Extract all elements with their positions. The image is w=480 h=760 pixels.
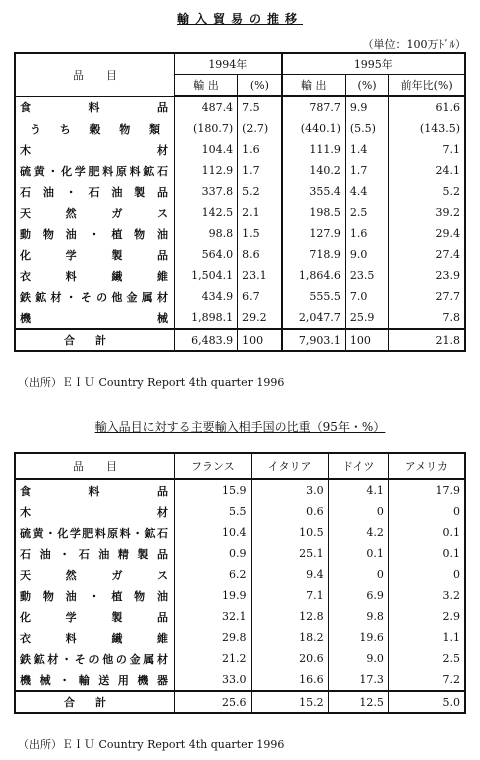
cell: 0.6 [251,501,328,522]
table-row [15,479,465,501]
row-label: 鉄鉱材・その他金属材 [15,286,175,307]
cell: 5.0 [388,691,465,713]
cell: 0.1 [388,543,465,564]
cell: 787.7 [282,96,346,118]
row-label: 硫黄・化学肥料原料鉱石 [15,160,175,181]
import-trend-table [14,52,466,352]
cell: 487.4 [175,96,238,118]
cell: 0 [388,501,465,522]
table-row [15,543,465,564]
header-france: フランス [175,453,252,479]
cell: 19.9 [175,585,252,606]
cell: 1.1 [388,627,465,648]
row-label: 石油・石油製品 [15,181,175,202]
row-label: 鉄鉱材・その他の金属材 [15,648,175,669]
cell: 6.9 [328,585,388,606]
header-item: 品 目 [15,453,175,479]
cell: 9.9 [345,96,388,118]
row-label: 石油・石油精製品 [15,543,175,564]
table-row [15,501,465,522]
table-row [15,307,465,329]
row-label: 木材 [15,139,175,160]
import-partner-share-table [14,452,466,714]
row-label: 機械 [15,307,175,329]
table-row [15,564,465,585]
row-label: 動物油・植物油 [15,223,175,244]
cell: 10.5 [251,522,328,543]
cell: 32.1 [175,606,252,627]
table-row [15,265,465,286]
cell: 15.2 [251,691,328,713]
cell: 7,903.1 [282,329,346,351]
cell: 1.7 [345,160,388,181]
cell: 16.6 [251,669,328,691]
table1-unit: （単位：100万ﾄﾞﾙ） [362,38,466,51]
cell: 29.4 [389,223,465,244]
cell: 0 [388,564,465,585]
table1-source: （出所）ＥＩＵ Country Report 4th quarter 1996 [18,376,285,389]
row-label: 機械・輸送用機器 [15,669,175,691]
cell: 104.4 [175,139,238,160]
header-germany: ドイツ [328,453,388,479]
table-row [15,160,465,181]
cell: 4.2 [328,522,388,543]
cell: 1.6 [345,223,388,244]
cell: 23.5 [345,265,388,286]
total-row [15,329,465,351]
cell: 23.9 [389,265,465,286]
cell: 2.5 [388,648,465,669]
total-label: 合計 [15,329,175,351]
cell: 27.7 [389,286,465,307]
cell: 0 [328,501,388,522]
cell: 2.5 [345,202,388,223]
cell: 9.8 [328,606,388,627]
header-export-1994: 輸 出 [175,75,238,97]
cell: 337.8 [175,181,238,202]
cell: 9.0 [345,244,388,265]
row-label: 衣料繊維 [15,627,175,648]
cell: 4.4 [345,181,388,202]
row-label: 硫黄・化学肥料原料・鉱石 [15,522,175,543]
header-italy: イタリア [251,453,328,479]
cell: 3.0 [251,479,328,501]
cell: 39.2 [389,202,465,223]
table-row [15,96,465,118]
cell: 25.1 [251,543,328,564]
cell: 555.5 [282,286,346,307]
cell: 4.1 [328,479,388,501]
table2-source: （出所）ＥＩＵ Country Report 4th quarter 1996 [18,738,285,751]
cell: 5.2 [238,181,282,202]
cell: (180.7) [175,118,238,139]
cell: 5.5 [175,501,252,522]
cell: 7.1 [389,139,465,160]
cell: 17.3 [328,669,388,691]
cell: 8.6 [238,244,282,265]
table-row [15,522,465,543]
total-row [15,691,465,713]
cell: 112.9 [175,160,238,181]
cell: 19.6 [328,627,388,648]
table-row [15,181,465,202]
cell: 7.5 [238,96,282,118]
row-label: うち穀物類 [15,118,175,139]
cell: 1.7 [238,160,282,181]
cell: 23.1 [238,265,282,286]
table-row [15,139,465,160]
header-pct-1994: (%) [238,75,282,97]
header-export-1995: 輸 出 [282,75,346,97]
cell: 127.9 [282,223,346,244]
cell: 24.1 [389,160,465,181]
cell: 7.1 [251,585,328,606]
cell: 5.2 [389,181,465,202]
cell: (143.5) [389,118,465,139]
cell: 140.2 [282,160,346,181]
cell: 0.9 [175,543,252,564]
cell: 718.9 [282,244,346,265]
header-usa: アメリカ [388,453,465,479]
cell: 25.6 [175,691,252,713]
cell: 564.0 [175,244,238,265]
cell: 434.9 [175,286,238,307]
table1-title: 輸入貿易の推移 [176,12,303,26]
cell: 2.1 [238,202,282,223]
cell: 12.5 [328,691,388,713]
row-label: 動物油・植物油 [15,585,175,606]
cell: 1.5 [238,223,282,244]
table-row [15,606,465,627]
row-label: 化学製品 [15,606,175,627]
cell: 7.2 [388,669,465,691]
cell: 27.4 [389,244,465,265]
cell: 0 [328,564,388,585]
cell: 1,504.1 [175,265,238,286]
cell: 142.5 [175,202,238,223]
cell: 18.2 [251,627,328,648]
cell: 1.4 [345,139,388,160]
cell: 9.4 [251,564,328,585]
cell: 20.6 [251,648,328,669]
cell: 21.8 [389,329,465,351]
table2-title: 輸入品目に対する主要輸入相手国の比重（95年・%） [94,420,386,434]
cell: 2.9 [388,606,465,627]
header-yoy: 前年比(%) [389,75,465,97]
row-label: 天然ガス [15,564,175,585]
table-row [15,223,465,244]
cell: 1.6 [238,139,282,160]
cell: 10.4 [175,522,252,543]
cell: 1,864.6 [282,265,346,286]
cell: 6.2 [175,564,252,585]
cell: 61.6 [389,96,465,118]
cell: 355.4 [282,181,346,202]
cell: 2,047.7 [282,307,346,329]
table-row [15,118,465,139]
row-label: 天然ガス [15,202,175,223]
table-row [15,627,465,648]
header-pct-1995: (%) [345,75,388,97]
cell: 100 [238,329,282,351]
cell: 29.2 [238,307,282,329]
cell: 12.8 [251,606,328,627]
table-row [15,669,465,691]
row-label: 木材 [15,501,175,522]
total-label: 合計 [15,691,175,713]
cell: 0.1 [388,522,465,543]
cell: 33.0 [175,669,252,691]
header-year-1995: 1995年 [282,53,465,75]
cell: 3.2 [388,585,465,606]
table-row [15,202,465,223]
table-row [15,244,465,265]
row-label: 食料品 [15,479,175,501]
cell: (2.7) [238,118,282,139]
cell: 7.8 [389,307,465,329]
row-label: 食料品 [15,96,175,118]
table-row [15,585,465,606]
table-row [15,286,465,307]
cell: 29.8 [175,627,252,648]
header-item: 品 目 [15,53,175,96]
cell: 6.7 [238,286,282,307]
header-year-1994: 1994年 [175,53,282,75]
cell: 100 [345,329,388,351]
cell: 25.9 [345,307,388,329]
cell: 7.0 [345,286,388,307]
cell: 98.8 [175,223,238,244]
cell: (5.5) [345,118,388,139]
cell: 17.9 [388,479,465,501]
cell: 1,898.1 [175,307,238,329]
cell: 15.9 [175,479,252,501]
cell: 21.2 [175,648,252,669]
cell: 9.0 [328,648,388,669]
cell: 198.5 [282,202,346,223]
table-row [15,648,465,669]
cell: 0.1 [328,543,388,564]
cell: 6,483.9 [175,329,238,351]
cell: (440.1) [282,118,346,139]
cell: 111.9 [282,139,346,160]
row-label: 化学製品 [15,244,175,265]
row-label: 衣料繊維 [15,265,175,286]
